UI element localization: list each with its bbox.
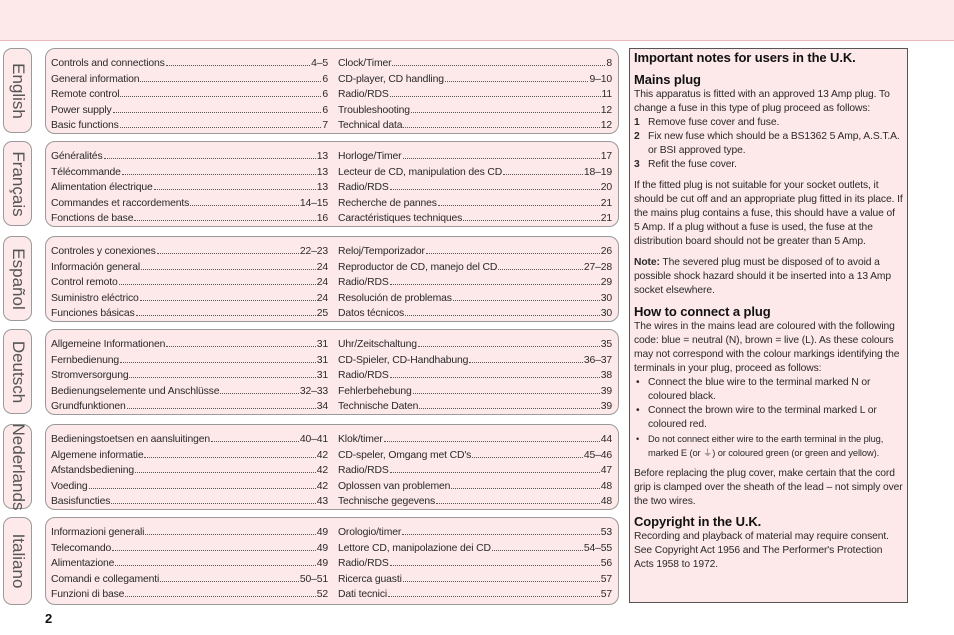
toc-entry-page: 42 xyxy=(316,449,328,461)
toc-leader-dots xyxy=(127,397,316,409)
toc-entry-page: 30 xyxy=(600,308,612,320)
toc-leader-dots xyxy=(140,70,321,82)
toc-leader-dots xyxy=(411,101,600,113)
toc-leader-dots xyxy=(390,366,600,378)
toc-box-espanol xyxy=(45,236,619,322)
toc-entry[interactable] xyxy=(51,147,328,163)
page-number: 2 xyxy=(45,611,53,626)
toc-entry-title: Datos técnicos xyxy=(338,308,405,320)
fuse-step: 2 Fix new fuse which should be a BS1362 5 Amp, A.S.T.A. or BSI approved type. xyxy=(634,131,900,156)
toc-entry-page: 39 xyxy=(600,385,612,397)
toc-column-left xyxy=(51,523,328,601)
toc-leader-dots xyxy=(390,178,600,190)
toc-entry-title: Alimentazione xyxy=(51,558,115,570)
toc-leader-dots xyxy=(120,351,316,363)
toc-entry-page: 31 xyxy=(316,370,328,382)
toc-leader-dots xyxy=(160,570,299,582)
toc-entry-title: Funciones básicas xyxy=(51,308,135,320)
toc-leader-dots xyxy=(445,70,589,82)
toc-entry-page: 13 xyxy=(316,182,328,194)
toc-entry-page: 16 xyxy=(316,213,328,225)
toc-leader-dots xyxy=(503,163,583,175)
toc-entry-title: Comandi e collegamenti xyxy=(51,573,160,585)
toc-leader-dots xyxy=(390,273,600,285)
toc-column-right xyxy=(338,335,612,413)
toc-entry-page: 6 xyxy=(322,73,328,85)
toc-entry[interactable] xyxy=(338,147,612,163)
wire-instruction: • Connect the blue wire to the terminal marked N or coloured black. xyxy=(636,377,871,402)
toc-leader-dots xyxy=(112,539,316,551)
toc-leader-dots xyxy=(136,304,316,316)
toc-entry[interactable] xyxy=(338,54,612,70)
toc-box-francais xyxy=(45,141,619,227)
header-band xyxy=(0,0,954,41)
toc-box-italiano xyxy=(45,517,619,605)
toc-entry-title: Fernbedienung xyxy=(51,354,119,366)
toc-entry-title: Reloj/Temporizador xyxy=(338,246,425,257)
toc-entry-page: 8 xyxy=(606,58,612,69)
toc-leader-dots xyxy=(144,446,315,458)
mains-plug-note xyxy=(634,256,903,298)
toc-column-right xyxy=(338,242,612,320)
toc-entry-page: 31 xyxy=(316,339,328,350)
toc-entry[interactable] xyxy=(338,242,612,258)
language-tab-english[interactable] xyxy=(3,48,32,133)
toc-column-right xyxy=(338,430,612,508)
toc-leader-dots xyxy=(451,477,600,489)
toc-entry[interactable] xyxy=(51,570,328,586)
language-tab-label: Español xyxy=(8,247,28,310)
toc-entry[interactable] xyxy=(338,304,612,320)
toc-entry[interactable] xyxy=(338,430,612,446)
toc-entry[interactable] xyxy=(338,523,612,539)
toc-entry-page: 54–55 xyxy=(583,542,612,554)
toc-column-left xyxy=(51,242,328,320)
toc-leader-dots xyxy=(157,242,299,254)
toc-entry-title: Stromversorgung xyxy=(51,370,129,382)
toc-entry[interactable] xyxy=(51,492,328,508)
toc-entry-page: 39 xyxy=(600,401,612,413)
toc-entry-title: Fehlerbehebung xyxy=(338,385,412,397)
toc-entry[interactable] xyxy=(338,101,612,117)
toc-entry-title: Voeding xyxy=(51,480,88,492)
toc-entry[interactable] xyxy=(51,194,328,210)
toc-entry-title: Radio/RDS xyxy=(338,277,389,289)
toc-entry-page: 11 xyxy=(601,89,612,101)
toc-entry-title: Commandes et raccordements xyxy=(51,197,190,209)
toc-entry-title: Allgemeine Informationen xyxy=(51,339,166,350)
toc-entry-title: Lettore CD, manipolazione dei CD xyxy=(338,542,491,554)
toc-entry-page: 36–37 xyxy=(583,354,612,366)
toc-entry[interactable] xyxy=(51,163,328,179)
toc-leader-dots xyxy=(498,258,583,270)
toc-leader-dots xyxy=(134,209,315,221)
fuse-step: 1 Remove fuse cover and fuse. xyxy=(634,117,780,128)
toc-entry-page: 22–23 xyxy=(299,246,328,257)
toc-entry[interactable] xyxy=(51,430,328,446)
toc-entry[interactable] xyxy=(338,477,612,493)
toc-leader-dots xyxy=(492,539,583,551)
toc-entry[interactable] xyxy=(51,523,328,539)
toc-entry[interactable] xyxy=(51,101,328,117)
language-tab-label: Nederlands xyxy=(8,423,28,510)
toc-entry-title: Controls and connections xyxy=(51,58,165,69)
toc-entry[interactable] xyxy=(51,554,328,570)
toc-entry-title: Resolución de problemas xyxy=(338,292,452,304)
toc-leader-dots xyxy=(220,382,298,394)
toc-entry-title: Radio/RDS xyxy=(338,558,389,570)
toc-entry-page: 25 xyxy=(316,308,328,320)
toc-entry-title: Algemene informatie xyxy=(51,449,144,461)
toc-entry-title: CD-Spieler, CD-Handhabung xyxy=(338,354,469,366)
toc-leader-dots xyxy=(463,209,600,221)
toc-leader-dots xyxy=(135,461,316,473)
toc-entry-title: Caractéristiques techniques xyxy=(338,213,463,225)
toc-entry-page: 40–41 xyxy=(299,434,328,445)
toc-entry-title: Dati tecnici xyxy=(338,589,388,601)
toc-leader-dots xyxy=(392,54,605,66)
toc-entry-page: 47 xyxy=(600,465,612,477)
toc-entry-title: Radio/RDS xyxy=(338,89,389,101)
toc-entry-page: 38 xyxy=(600,370,612,382)
toc-entry[interactable] xyxy=(338,366,612,382)
toc-leader-dots xyxy=(388,585,600,597)
toc-leader-dots xyxy=(418,335,600,347)
toc-entry[interactable] xyxy=(338,163,612,179)
toc-entry-page: 6 xyxy=(322,104,328,116)
toc-entry[interactable] xyxy=(338,585,612,601)
toc-entry-title: CD-speler, Omgang met CD's xyxy=(338,449,472,461)
toc-leader-dots xyxy=(122,163,316,175)
toc-leader-dots xyxy=(166,54,310,66)
toc-entry-page: 6 xyxy=(322,89,328,101)
language-tab-francais[interactable] xyxy=(3,141,32,226)
toc-leader-dots xyxy=(403,147,600,159)
toc-entry[interactable] xyxy=(51,116,328,132)
toc-entry-title: Informazioni generali xyxy=(51,527,145,538)
toc-entry-page: 13 xyxy=(316,151,328,162)
toc-leader-dots xyxy=(419,397,600,409)
toc-leader-dots xyxy=(469,351,583,363)
language-tab-label: Deutsch xyxy=(8,340,28,403)
toc-column-left xyxy=(51,430,328,508)
toc-leader-dots xyxy=(89,477,316,489)
toc-entry[interactable] xyxy=(338,492,612,508)
toc-entry-page: 4–5 xyxy=(311,58,328,69)
toc-entry[interactable] xyxy=(338,570,612,586)
toc-leader-dots xyxy=(438,194,600,206)
toc-entry[interactable] xyxy=(338,397,612,413)
toc-entry-page: 24 xyxy=(316,277,328,289)
toc-entry-title: Fonctions de base xyxy=(51,213,134,225)
toc-leader-dots xyxy=(413,382,600,394)
toc-entry-page: 42 xyxy=(316,480,328,492)
toc-entry[interactable] xyxy=(338,178,612,194)
toc-leader-dots xyxy=(145,523,315,535)
toc-entry-page: 20 xyxy=(600,182,612,194)
note-label: Note: xyxy=(634,257,660,268)
wire-instructions-list xyxy=(634,376,903,460)
note-text: The severed plug must be disposed of to avoid a possible shock hazard should it be inserted into a 13 Amp socket elsewhere. xyxy=(634,257,892,296)
toc-entry-title: Remote control xyxy=(51,89,120,101)
toc-entry[interactable] xyxy=(338,289,612,305)
language-tab-label: English xyxy=(8,62,28,119)
toc-entry-title: Alimentation électrique xyxy=(51,182,153,194)
toc-entry-page: 9–10 xyxy=(589,73,612,85)
toc-leader-dots xyxy=(453,289,600,301)
toc-entry[interactable] xyxy=(51,273,328,289)
toc-entry[interactable] xyxy=(338,116,612,132)
toc-entry-page: 7 xyxy=(322,120,328,132)
toc-entry-title: Radio/RDS xyxy=(338,182,389,194)
toc-leader-dots xyxy=(141,258,316,270)
toc-leader-dots xyxy=(402,523,600,535)
mains-plug-title: Mains plug xyxy=(634,72,701,87)
toc-entry[interactable] xyxy=(51,70,328,86)
toc-entry-title: Klok/timer xyxy=(338,434,383,445)
toc-leader-dots xyxy=(120,85,321,97)
toc-entry-page: 49 xyxy=(316,527,328,538)
toc-entry[interactable] xyxy=(51,178,328,194)
toc-entry-title: Bedieningstoetsen en aansluitingen xyxy=(51,434,210,445)
toc-column-left xyxy=(51,54,328,132)
wire-instruction: • Connect the brown wire to the terminal marked L or coloured red. xyxy=(636,405,877,430)
toc-entry[interactable] xyxy=(338,446,612,462)
toc-entry-page: 18–19 xyxy=(583,166,612,178)
toc-entry[interactable] xyxy=(51,209,328,225)
toc-entry[interactable] xyxy=(338,554,612,570)
toc-leader-dots xyxy=(125,585,315,597)
toc-entry-title: Basic functions xyxy=(51,120,119,132)
toc-column-right xyxy=(338,54,612,132)
toc-entry[interactable] xyxy=(51,382,328,398)
toc-entry-page: 12 xyxy=(600,104,612,116)
fuse-steps-list xyxy=(634,116,903,172)
toc-entry-title: Télécommande xyxy=(51,166,121,178)
toc-leader-dots xyxy=(120,116,322,128)
toc-entry-title: Technische gegevens xyxy=(338,496,436,508)
connect-plug-intro: The wires in the mains lead are coloured with the following code: blue = neutral (N), brown = live (L). As these colours may not correspond with the colour markings identifying the terminals in your plug, proceed as follows: xyxy=(634,321,900,374)
uk-notes-panel xyxy=(629,48,908,603)
toc-entry-page: 35 xyxy=(600,339,612,350)
toc-entry-page: 57 xyxy=(600,589,612,601)
toc-entry-page: 30 xyxy=(600,292,612,304)
toc-entry-page: 12 xyxy=(600,120,612,132)
toc-entry-title: Technical data xyxy=(338,120,403,132)
toc-entry[interactable] xyxy=(51,366,328,382)
toc-box-english xyxy=(45,48,619,134)
toc-box-deutsch xyxy=(45,329,619,415)
toc-entry-page: 50–51 xyxy=(299,573,328,585)
toc-entry-title: Lecteur de CD, manipulation des CD xyxy=(338,166,503,178)
toc-entry-page: 48 xyxy=(600,496,612,508)
toc-column-left xyxy=(51,335,328,413)
toc-entry-page: 31 xyxy=(316,354,328,366)
toc-leader-dots xyxy=(104,147,316,159)
toc-entry[interactable] xyxy=(51,335,328,351)
toc-entry-page: 24 xyxy=(316,261,328,273)
toc-entry-title: Troubleshooting xyxy=(338,104,410,116)
toc-entry-page: 17 xyxy=(600,151,612,162)
toc-entry-title: Grundfunktionen xyxy=(51,401,126,413)
language-tab-espanol[interactable] xyxy=(3,236,32,321)
toc-entry-title: Horloge/Timer xyxy=(338,151,402,162)
toc-leader-dots xyxy=(113,101,322,113)
toc-entry[interactable] xyxy=(51,446,328,462)
toc-leader-dots xyxy=(190,194,299,206)
toc-entry-page: 24 xyxy=(316,292,328,304)
toc-entry[interactable] xyxy=(338,539,612,555)
language-tab-label: Italiano xyxy=(8,533,28,589)
toc-entry-page: 21 xyxy=(600,213,612,225)
copyright-title: Copyright in the U.K. xyxy=(634,514,762,529)
toc-entry-title: Funzioni di base xyxy=(51,589,125,601)
toc-entry-title: Oplossen van problemen xyxy=(338,480,451,492)
toc-leader-dots xyxy=(403,116,599,128)
toc-entry-page: 49 xyxy=(316,558,328,570)
toc-entry-page: 43 xyxy=(316,496,328,508)
toc-entry[interactable] xyxy=(51,289,328,305)
toc-leader-dots xyxy=(390,85,601,97)
toc-entry-title: Power supply xyxy=(51,104,112,116)
toc-entry[interactable] xyxy=(51,351,328,367)
toc-leader-dots xyxy=(436,492,600,504)
toc-entry-title: Technische Daten xyxy=(338,401,419,413)
toc-leader-dots xyxy=(166,335,316,347)
language-tab-label: Français xyxy=(8,150,28,217)
toc-entry[interactable] xyxy=(51,461,328,477)
toc-entry-title: Radio/RDS xyxy=(338,370,389,382)
toc-entry-title: Ricerca guasti xyxy=(338,573,402,585)
toc-leader-dots xyxy=(140,289,316,301)
toc-entry[interactable] xyxy=(51,258,328,274)
toc-entry[interactable] xyxy=(51,242,328,258)
language-tab-italiano[interactable] xyxy=(3,517,32,605)
toc-entry[interactable] xyxy=(51,304,328,320)
toc-entry-title: Clock/Timer xyxy=(338,58,392,69)
toc-entry[interactable] xyxy=(338,273,612,289)
toc-entry[interactable] xyxy=(338,209,612,225)
toc-entry-page: 56 xyxy=(600,558,612,570)
toc-leader-dots xyxy=(426,242,600,254)
toc-entry-title: CD-player, CD handling xyxy=(338,73,444,85)
fuse-step: 3 Refit the fuse cover. xyxy=(634,159,737,170)
toc-entry-title: Controles y conexiones xyxy=(51,246,156,257)
toc-entry-page: 53 xyxy=(600,527,612,538)
toc-entry-page: 32–33 xyxy=(299,385,328,397)
toc-entry-title: Información general xyxy=(51,261,140,273)
toc-entry[interactable] xyxy=(338,70,612,86)
plug-cover-paragraph: Before replacing the plug cover, make certain that the cord grip is clamped over the sheath of the lead – not simply over the two wires. xyxy=(634,468,903,507)
toc-entry-title: Reproductor de CD, manejo del CD xyxy=(338,261,498,273)
toc-entry-page: 49 xyxy=(316,542,328,554)
toc-entry-title: Recherche de pannes xyxy=(338,197,437,209)
toc-entry-page: 44 xyxy=(600,434,612,445)
toc-leader-dots xyxy=(115,554,315,566)
toc-leader-dots xyxy=(129,366,315,378)
toc-leader-dots xyxy=(405,304,600,316)
toc-entry[interactable] xyxy=(51,54,328,70)
toc-leader-dots xyxy=(111,492,315,504)
toc-entry[interactable] xyxy=(338,335,612,351)
toc-entry-title: Uhr/Zeitschaltung xyxy=(338,339,417,350)
toc-box-nederlands xyxy=(45,424,619,510)
toc-entry-title: Suministro eléctrico xyxy=(51,292,139,304)
toc-leader-dots xyxy=(390,461,600,473)
connect-plug-title: How to connect a plug xyxy=(634,304,771,319)
language-tab-deutsch[interactable] xyxy=(3,329,32,414)
toc-entry-page: 27–28 xyxy=(583,261,612,273)
toc-leader-dots xyxy=(403,570,600,582)
toc-entry-title: Telecomando xyxy=(51,542,112,554)
notes-heading: Important notes for users in the U.K. xyxy=(634,50,856,65)
copyright-text: Recording and playback of material may require consent. See Copyright Act 1956 and The Performer's Protection Acts 1958 to 1972. xyxy=(634,531,889,570)
toc-entry[interactable] xyxy=(338,351,612,367)
toc-entry-page: 42 xyxy=(316,465,328,477)
toc-entry[interactable] xyxy=(338,382,612,398)
toc-entry-title: Control remoto xyxy=(51,277,118,289)
toc-entry-page: 21 xyxy=(600,197,612,209)
toc-entry-page: 57 xyxy=(600,573,612,585)
wire-instruction: • Do not connect either wire to the earth terminal in the plug, marked E (or ⏚) or coloured green (or green and yellow). xyxy=(636,434,884,458)
toc-entry-title: General information xyxy=(51,73,140,85)
toc-leader-dots xyxy=(384,430,600,442)
toc-column-right xyxy=(338,523,612,601)
toc-entry-page: 13 xyxy=(316,166,328,178)
toc-entry[interactable] xyxy=(51,397,328,413)
toc-entry[interactable] xyxy=(338,258,612,274)
toc-entry[interactable] xyxy=(51,585,328,601)
toc-entry-title: Basisfuncties xyxy=(51,496,111,508)
toc-entry[interactable] xyxy=(51,539,328,555)
toc-entry-page: 14–15 xyxy=(299,197,328,209)
toc-entry-page: 48 xyxy=(600,480,612,492)
toc-entry-page: 26 xyxy=(600,246,612,257)
toc-entry[interactable] xyxy=(338,85,612,101)
toc-leader-dots xyxy=(211,430,299,442)
toc-entry-page: 34 xyxy=(316,401,328,413)
toc-entry-title: Radio/RDS xyxy=(338,465,389,477)
toc-entry[interactable] xyxy=(338,194,612,210)
toc-leader-dots xyxy=(154,178,316,190)
mains-plug-intro: This apparatus is fitted with an approved 13 Amp plug. To change a fuse in this type of plug proceed as follows: xyxy=(634,89,890,114)
toc-column-right xyxy=(338,147,612,225)
toc-entry-page: 52 xyxy=(316,589,328,601)
toc-entry[interactable] xyxy=(51,85,328,101)
toc-entry[interactable] xyxy=(51,477,328,493)
toc-entry-title: Orologio/timer xyxy=(338,527,402,538)
toc-column-left xyxy=(51,147,328,225)
toc-leader-dots xyxy=(119,273,316,285)
toc-entry[interactable] xyxy=(338,461,612,477)
toc-leader-dots xyxy=(390,554,600,566)
mains-plug-paragraph: If the fitted plug is not suitable for your socket outlets, it should be cut off and an appropriate plug fitted in its place. If the mains plug contains a fuse, this should have a value of 5 Amp. If a plug without a fuse is used, the fuse at the distribution board should not be greater than 5 Amp. xyxy=(634,180,903,247)
toc-entry-page: 29 xyxy=(600,277,612,289)
language-tab-nederlands[interactable] xyxy=(3,424,32,509)
toc-entry-title: Généralités xyxy=(51,151,103,162)
toc-entry-page: 45–46 xyxy=(583,449,612,461)
toc-entry-title: Bedienungselemente und Anschlüsse xyxy=(51,385,220,397)
toc-leader-dots xyxy=(472,446,583,458)
toc-entry-title: Afstandsbediening xyxy=(51,465,134,477)
